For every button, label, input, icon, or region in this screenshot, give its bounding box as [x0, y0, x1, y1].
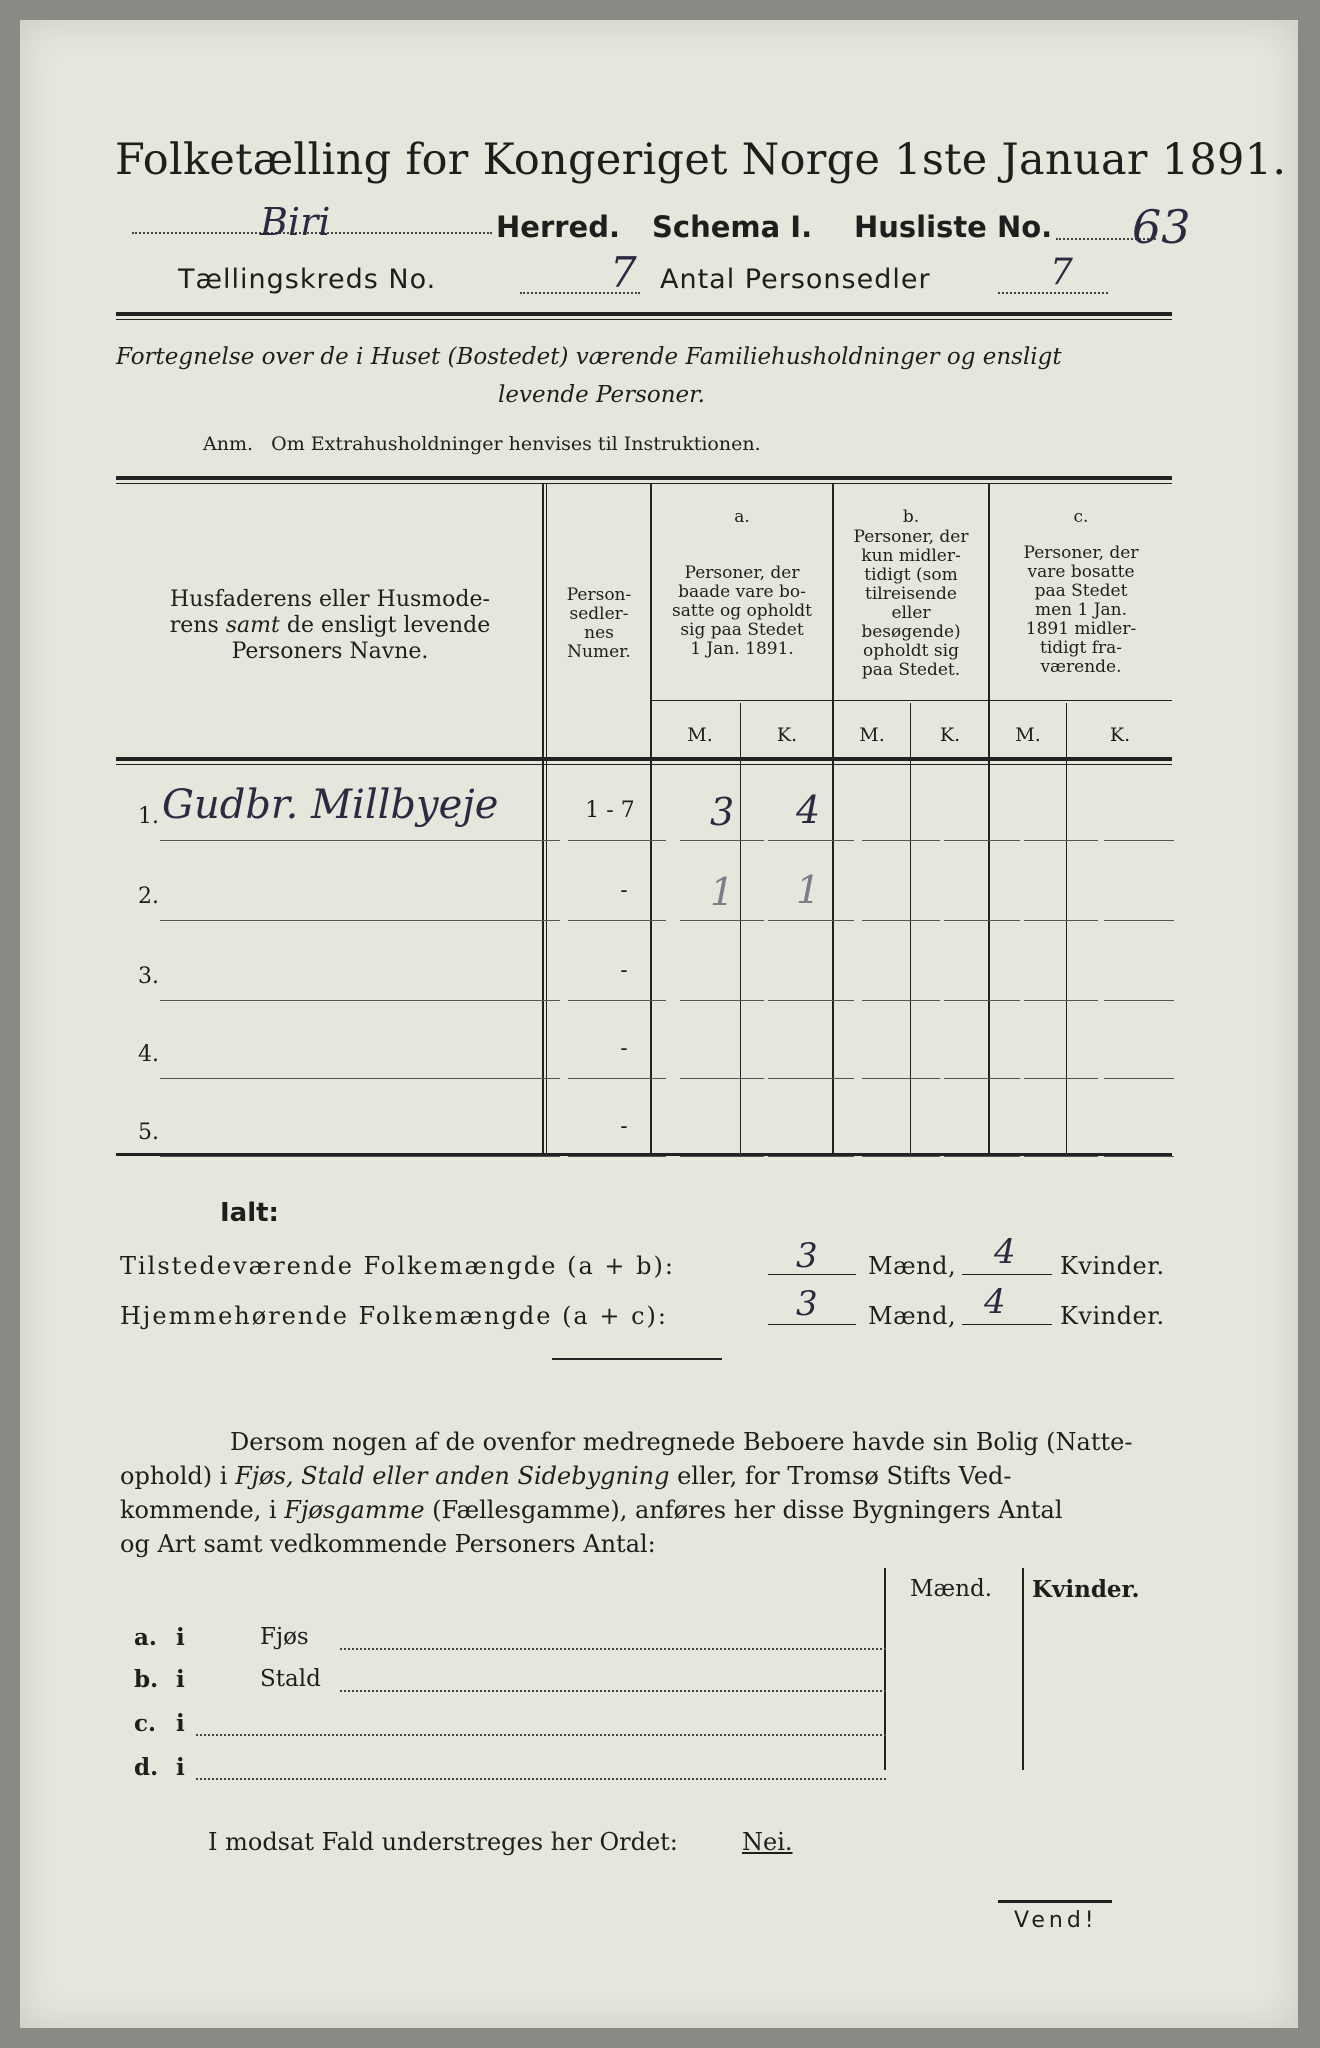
cola-line: sig paa Stedet [680, 620, 804, 640]
buildings-sep-1 [884, 1568, 886, 1770]
col-header-c-letter: c. [1073, 507, 1089, 527]
row-line-cm [1024, 1078, 1098, 1079]
buildings-maend-header: Mænd. [910, 1576, 993, 1602]
col-b-m-label: M. [859, 724, 885, 746]
row-line-ak [768, 1078, 854, 1079]
colc-line: 1891 midler- [1025, 619, 1137, 639]
form-title: Folketælling for Kongeriget Norge 1ste Januar 1891. [115, 135, 1287, 185]
building-label: Fjøs [260, 1624, 309, 1650]
colb-line: eller [891, 603, 931, 623]
row-line-bm [862, 1078, 940, 1079]
colb-line: paa Stedet. [861, 660, 961, 680]
total-1-kvinder: 4 [994, 1232, 1016, 1272]
total-2-k-line [962, 1324, 1052, 1325]
row-line-name [160, 920, 560, 921]
col-header-c [990, 544, 1172, 677]
row-line-am [680, 1156, 764, 1157]
colnum-line: nes [584, 623, 614, 643]
row-a-m: 3 [710, 790, 735, 834]
row-line-bk [944, 1156, 1020, 1157]
colb-line: besøgende) [861, 622, 961, 642]
census-form-sheet [20, 20, 1298, 2028]
building-i: i [176, 1710, 185, 1737]
row-line-ck [1104, 1156, 1174, 1157]
table-top-rule-thin [116, 483, 1172, 484]
row-line-numer [568, 1000, 666, 1001]
colnum-line: Person- [566, 585, 632, 605]
paragraph-line-1: Dersom nogen af de ovenfor medregnede Beboere havde sin Bolig (Natte- [230, 1428, 1133, 1456]
table-top-rule [116, 476, 1172, 480]
colb-line: opholdt sig [863, 641, 959, 661]
colc-line: værende. [1040, 657, 1122, 677]
row-line-numer [568, 920, 666, 921]
intro-line-2: levende Personer. [498, 382, 705, 408]
total-1-maend-word: Mænd, [868, 1252, 957, 1280]
colb-line: tidigt (som [864, 565, 958, 585]
cola-line: baade vare bo- [678, 582, 806, 602]
row-numer: - [620, 1036, 628, 1061]
anm-note: Anm. Om Extrahusholdninger henvises til Instruktionen. [203, 433, 761, 455]
row-name: Gudbr. Millbyeje [162, 782, 499, 828]
header-bottom-rule-thin [116, 764, 1172, 765]
ialt-label: Ialt: [220, 1198, 279, 1228]
building-i: i [176, 1754, 185, 1781]
cola-line: Personer, der [684, 563, 800, 583]
colc-line: vare bosatte [1027, 562, 1135, 582]
row-line-name [160, 1156, 560, 1157]
col-header-b-letter: b. [902, 507, 920, 527]
buildings-kvinder-header: Kvinder. [1032, 1576, 1140, 1603]
colnum-line: sedler- [569, 604, 629, 624]
row-line-ak [768, 920, 854, 921]
row-line-bm [862, 840, 940, 841]
row-line-bk [944, 840, 1020, 841]
col-header-numer [548, 586, 650, 662]
colb-line: tilreisende [864, 584, 957, 604]
colc-line: Personer, der [1023, 543, 1139, 563]
row-a-k: 4 [796, 788, 821, 832]
colc-line: tidigt fra- [1039, 638, 1122, 658]
total-1-kvinder-word: Kvinder. [1060, 1252, 1165, 1280]
row-line-ak [768, 1000, 854, 1001]
cola-line: 1 Jan. 1891. [690, 639, 794, 659]
col-header-a [652, 564, 832, 659]
row-line-am [680, 920, 764, 921]
row-line-bk [944, 920, 1020, 921]
schema-label: Schema I. [652, 210, 813, 244]
total-2-maend-word: Mænd, [868, 1302, 957, 1330]
row-line-bm [862, 920, 940, 921]
row-line-name [160, 1078, 560, 1079]
col-c-m-label: M. [1015, 724, 1041, 746]
taellingskreds-label: Tællingskreds No. [178, 264, 437, 295]
row-number: 4. [138, 1042, 159, 1067]
col-c-k-label: K. [1109, 724, 1131, 746]
row-line-cm [1024, 1156, 1098, 1157]
col-a-k-label: K. [776, 724, 798, 746]
header-bottom-rule [116, 757, 1172, 761]
row-line-numer [568, 840, 666, 841]
colc-line: paa Stedet [1034, 581, 1128, 601]
row-number: 3. [138, 964, 159, 989]
row-a-m: 1 [710, 870, 735, 914]
building-dotted-line [340, 1648, 886, 1650]
row-line-ak [768, 840, 854, 841]
row-line-am [680, 1078, 764, 1079]
col-sep-1 [542, 484, 544, 1154]
row-line-ak [768, 1156, 854, 1157]
row-line-numer [568, 1078, 666, 1079]
row-line-numer [568, 1156, 666, 1157]
cola-line: satte og opholdt [672, 601, 812, 621]
paragraph-line-4: og Art samt vedkommende Personers Antal: [120, 1530, 656, 1558]
building-i: i [176, 1624, 185, 1651]
colb-line: Personer, der [853, 527, 969, 547]
col-sep-1b [546, 484, 547, 1154]
building-dotted-line [196, 1734, 886, 1736]
paragraph-line-3: kommende, i Fjøsgamme (Fællesgamme), anføres her disse Bygningers Antal [120, 1496, 1063, 1524]
mk-top-line [652, 700, 1172, 701]
row-number: 2. [138, 884, 159, 909]
section-divider [552, 1358, 722, 1360]
building-label: Stald [260, 1666, 321, 1692]
building-letter: d. [134, 1754, 159, 1781]
colc-line: men 1 Jan. [1034, 600, 1128, 620]
total-line-2-label: Hjemmehørende Folkemængde (a + c): [120, 1302, 668, 1330]
row-numer: - [620, 958, 628, 983]
row-line-name [160, 1000, 560, 1001]
header-rule-thin [116, 319, 1172, 320]
row-line-name [160, 840, 560, 841]
total-2-m-line [768, 1324, 856, 1325]
total-line-1-label: Tilstedeværende Folkemængde (a + b): [120, 1252, 675, 1280]
antal-label: Antal Personsedler [660, 264, 931, 295]
header-rule [116, 312, 1172, 316]
row-line-cm [1024, 1000, 1098, 1001]
row-line-am [680, 840, 764, 841]
row-line-ck [1104, 840, 1174, 841]
paragraph-line-2: ophold) i Fjøs, Stald eller anden Sidebygning eller, for Tromsø Stifts Ved- [120, 1462, 1012, 1490]
modsat-text: I modsat Fald understreges her Ordet: [208, 1828, 678, 1856]
col-header-a-letter: a. [734, 507, 750, 527]
row-line-bk [944, 1000, 1020, 1001]
buildings-sep-2 [1022, 1568, 1024, 1770]
row-a-k: 1 [796, 868, 821, 912]
husliste-label: Husliste No. [854, 210, 1053, 244]
row-line-bm [862, 1156, 940, 1157]
building-i: i [176, 1666, 185, 1693]
mk-sep-b [910, 703, 911, 1153]
building-letter: b. [134, 1666, 159, 1693]
total-2-maend: 3 [796, 1284, 818, 1324]
nei-word: Nei. [742, 1828, 793, 1856]
taellingskreds-value: 7 [610, 248, 637, 297]
row-line-ck [1104, 920, 1174, 921]
vend-rule [998, 1900, 1112, 1903]
row-number: 1. [138, 804, 159, 829]
row-line-am [680, 1000, 764, 1001]
husliste-value: 63 [1132, 200, 1191, 254]
herred-value: Biri [260, 200, 331, 244]
col-header-names: Husfaderens eller Husmode- rens samt de ensligt levende Personers Navne. [169, 587, 491, 664]
row-numer: 1 - 7 [585, 798, 635, 823]
row-numer: - [620, 878, 628, 903]
colb-line: kun midler- [861, 546, 961, 566]
row-line-bk [944, 1078, 1020, 1079]
row-line-ck [1104, 1000, 1174, 1001]
row-line-bm [862, 1000, 940, 1001]
antal-value: 7 [1050, 252, 1073, 293]
total-2-kvinder: 4 [984, 1282, 1006, 1322]
table-bottom-rule [116, 1153, 1172, 1156]
col-b-k-label: K. [939, 724, 961, 746]
mk-sep-a [740, 703, 741, 1153]
total-1-maend: 3 [796, 1236, 818, 1276]
building-dotted-line [196, 1778, 886, 1780]
building-dotted-line [340, 1690, 886, 1692]
total-2-kvinder-word: Kvinder. [1060, 1302, 1165, 1330]
row-line-cm [1024, 840, 1098, 841]
building-letter: a. [134, 1624, 157, 1651]
vend-label: Vend! [1014, 1908, 1098, 1933]
herred-label: Herred. [496, 210, 620, 244]
total-1-k-line [962, 1274, 1052, 1275]
row-number: 5. [138, 1120, 159, 1145]
colnum-line: Numer. [567, 642, 631, 662]
row-line-cm [1024, 920, 1098, 921]
col-header-b [834, 528, 988, 680]
intro-line-1: Fortegnelse over de i Huset (Bostedet) værende Familiehusholdninger og ensligt [116, 344, 1062, 370]
mk-sep-c [1066, 703, 1067, 1153]
row-line-ck [1104, 1078, 1174, 1079]
building-letter: c. [134, 1710, 157, 1737]
col-a-m-label: M. [687, 724, 713, 746]
row-numer: - [620, 1114, 628, 1139]
